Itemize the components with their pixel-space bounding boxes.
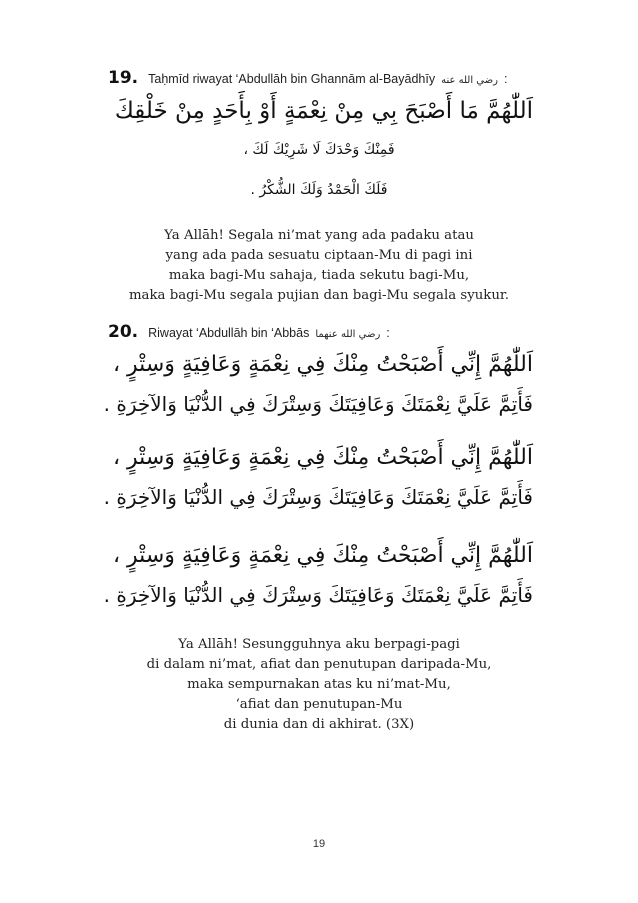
honorific-glyph: رضي الله عنهما (315, 329, 381, 340)
section-title: Riwayat ‘Abdullāh bin ‘Abbās (148, 326, 310, 340)
translation-line: yang ada pada sesuatu ciptaan-Mu di pagi ini (165, 248, 473, 263)
arabic-line: فَمِنْكَ وَحْدَكَ لَا شَرِيْكَ لَكَ ، (243, 142, 395, 158)
heading-colon: : (503, 72, 508, 86)
translation-line: di dalam ni’mat, afiat dan penutupan daripada-Mu, (146, 657, 492, 672)
arabic-line: فَأَتِمَّ عَلَيَّ نِعْمَتَكَ وَعَافِيَتَكَ وَسِتْرَكَ فِي الدُّنْيَا وَالآخِرَةِ . (103, 583, 533, 607)
arabic-line: فَأَتِمَّ عَلَيَّ نِعْمَتَكَ وَعَافِيَتَكَ وَسِتْرَكَ فِي الدُّنْيَا وَالآخِرَةِ . (103, 485, 533, 509)
arabic-line: اَللّٰهُمَّ إِنِّي أَصْبَحْتُ مِنْكَ فِي نِعْمَةٍ وَعَافِيَةٍ وَسِتْرٍ ، (112, 543, 533, 568)
translation-line: maka bagi-Mu sahaja, tiada sekutu bagi-Mu, (168, 268, 470, 283)
honorific-glyph: رضي الله عنه (441, 75, 498, 86)
section-20-heading (108, 322, 390, 342)
translation-line: Ya Allāh! Segala ni’mat yang ada padaku atau (164, 228, 474, 243)
arabic-line: اَللّٰهُمَّ إِنِّي أَصْبَحْتُ مِنْكَ فِي نِعْمَةٍ وَعَافِيَةٍ وَسِتْرٍ ، (112, 445, 533, 470)
arabic-line: فَلَكَ الْحَمْدُ وَلَكَ الشُّكْرُ . (250, 182, 388, 198)
translation-line: ‘afiat dan penutupan-Mu (235, 697, 403, 712)
translation-line: Ya Allāh! Sesungguhnya aku berpagi-pagi (178, 637, 460, 652)
section-19-heading (108, 68, 507, 88)
section-title: Taḥmīd riwayat ‘Abdullāh bin Ghannām al-Bayādhīy (148, 72, 436, 86)
section-number: 20. (108, 322, 139, 342)
arabic-line: فَأَتِمَّ عَلَيَّ نِعْمَتَكَ وَعَافِيَتَكَ وَسِتْرَكَ فِي الدُّنْيَا وَالآخِرَةِ . (103, 392, 533, 416)
section-number: 19. (108, 68, 139, 88)
translation-line: di dunia dan di akhirat. (3X) (223, 717, 415, 732)
arabic-line: اَللّٰهُمَّ إِنِّي أَصْبَحْتُ مِنْكَ فِي نِعْمَةٍ وَعَافِيَةٍ وَسِتْرٍ ، (112, 352, 533, 377)
heading-colon: : (386, 326, 390, 340)
page-number: 19 (312, 838, 326, 850)
translation-line: maka sempurnakan atas ku ni’mat-Mu, (187, 677, 451, 692)
arabic-line: اَللّٰهُمَّ مَا أَصْبَحَ بِي مِنْ نِعْمَةٍ أَوْ بِأَحَدٍ مِنْ خَلْقِكَ (114, 98, 533, 124)
translation-line: maka bagi-Mu segala pujian dan bagi-Mu segala syukur. (128, 288, 510, 303)
